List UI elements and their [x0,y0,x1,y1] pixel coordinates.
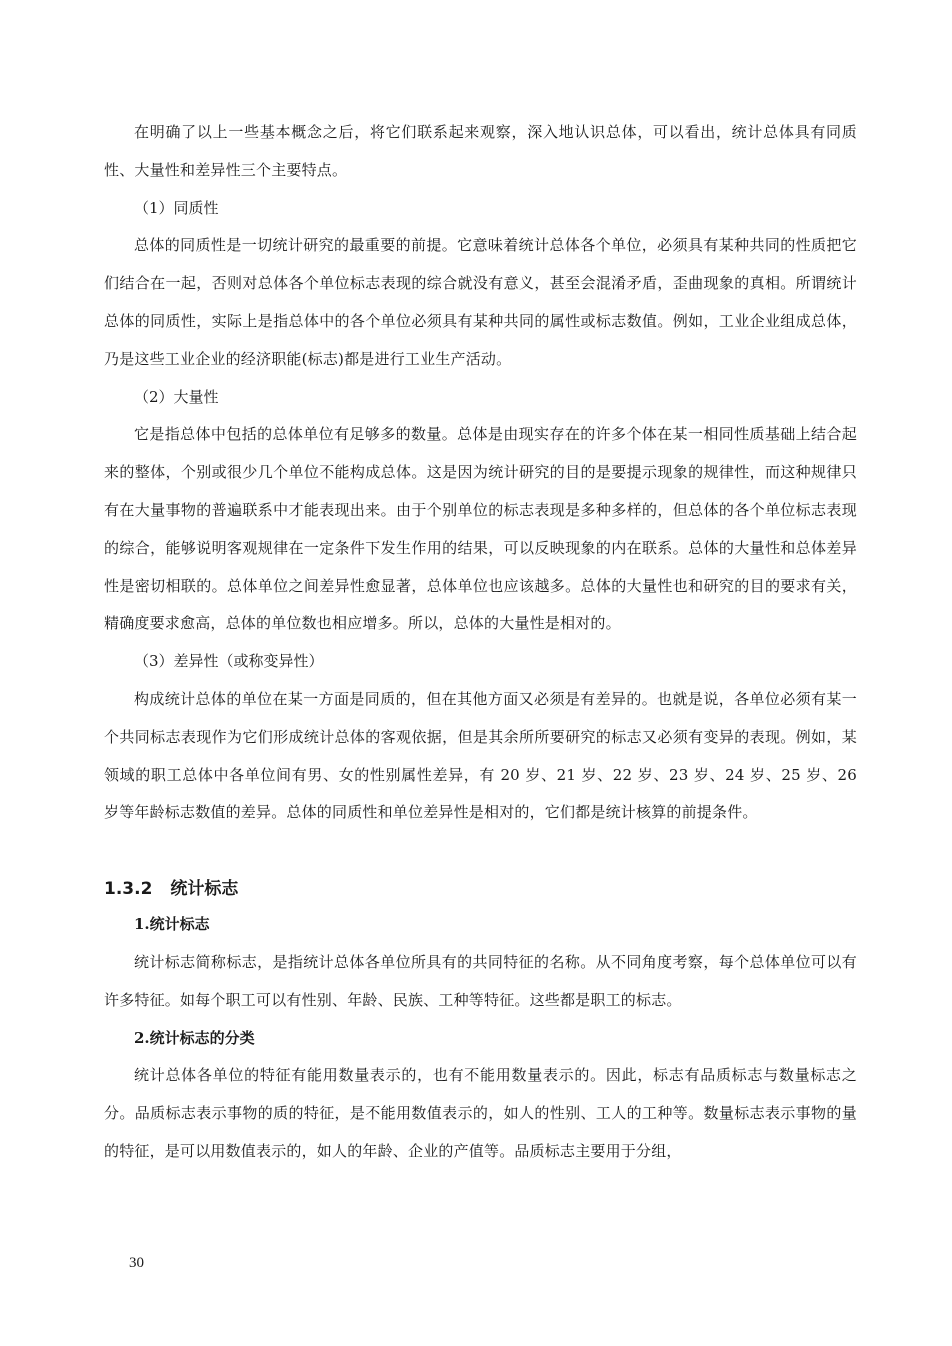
document-page [104,114,857,1171]
subsection-heading-2: 2.统计标志的分类 [134,1028,255,1047]
subsection-heading-1: 1.统计标志 [134,915,210,934]
page-number: 30 [129,1255,144,1271]
subheading-homogeneity: （1）同质性 [134,198,219,217]
section-number: 1.3.2 [104,879,153,900]
subheading-variability: （3）差异性（或称变异性） [134,652,324,671]
paragraph-intro: 在明确了以上一些基本概念之后，将它们联系起来观察，深入地认识总体，可以看出，统计总体具有同质性、大量性和差异性三个主要特点。 [104,123,857,179]
paragraph-mark-classification: 统计总体各单位的特征有能用数量表示的，也有不能用数量表示的。因此，标志有品质标志与数量标志之分。品质标志表示事物的质的特征，是不能用数值表示的，如人的性别、工人的工种等。数量标志表示事物的量的特征，是可以用数值表示的，如人的年龄、企业的产值等。品质标志主要用于分组， [104,1066,857,1160]
section-title: 统计标志 [170,879,239,900]
subheading-mass: （2）大量性 [134,387,219,406]
paragraph-homogeneity: 总体的同质性是一切统计研究的最重要的前提。它意味着统计总体各个单位，必须具有某种共同的性质把它们结合在一起，否则对总体各个单位标志表现的综合就没有意义，甚至会混淆矛盾，歪曲现象的真相。所谓统计总体的同质性，实际上是指总体中的各个单位必须具有某种共同的属性或标志数值。例如，工业企业组成总体，乃是这些工业企业的经济职能(标志)都是进行工业生产活动。 [104,236,857,368]
section-heading [104,872,857,906]
paragraph-statistical-mark: 统计标志简称标志，是指统计总体各单位所具有的共同特征的名称。从不同角度考察，每个总体单位可以有许多特征。如每个职工可以有性别、年龄、民族、工种等特征。这些都是职工的标志。 [104,952,857,1009]
paragraph-mass: 它是指总体中包括的总体单位有足够多的数量。总体是由现实存在的许多个体在某一相同性质基础上结合起来的整体，个别或很少几个单位不能构成总体。这是因为统计研究的目的是要提示现象的规律性，而这种规律只有在大量事物的普遍联系中才能表现出来。由于个别单位的标志表现是多种多样的，但总体的各个单位标志表现的综合，能够说明客观规律在一定条件下发生作用的结果，可以反映现象的内在联系。总体的大量性和总体差异性是密切相联的。总体单位之间差异性愈显著，总体单位也应该越多。总体的大量性也和研究的目的要求有关，精确度要求愈高，总体的单位数也相应增多。所以，总体的大量性是相对的。 [104,425,857,633]
paragraph-variability: 构成统计总体的单位在某一方面是同质的，但在其他方面又必须是有差异的。也就是说，各单位必须有某一个共同标志表现作为它们形成统计总体的客观依据，但是其余所所要研究的标志又必须有变异的表现。例如，某领域的职工总体中各单位间有男、女的性别属性差异，有 20 岁、21 岁、22 岁、23 岁、24 岁、25 岁、26 岁等年龄标志数值的差异。总体的同质性和单位差异性是相对的，它们都是统计核算的前提条件。 [104,689,857,822]
